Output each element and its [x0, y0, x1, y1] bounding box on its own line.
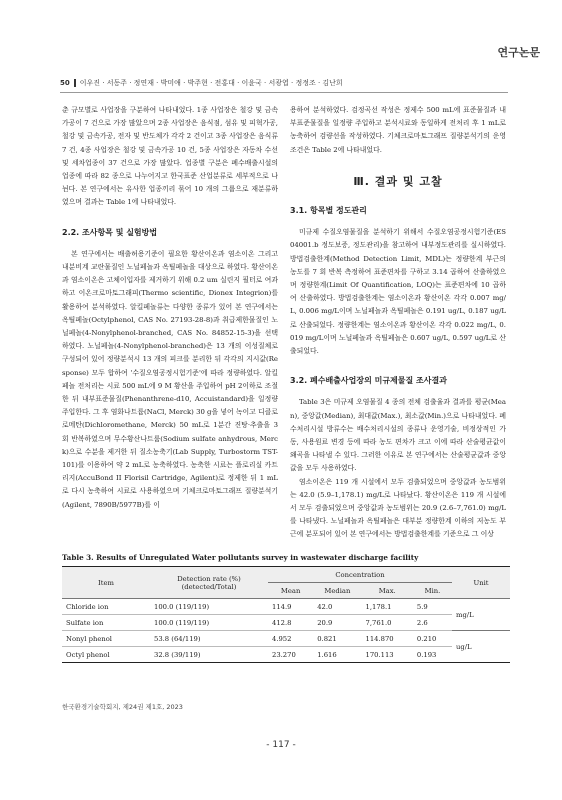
cell-median: 20.9	[313, 615, 361, 631]
table-row	[62, 647, 510, 663]
header-rule	[60, 92, 508, 93]
left-column	[62, 104, 278, 512]
cell-detection: 32.8 (39/119)	[150, 647, 268, 663]
header-separator	[74, 79, 76, 87]
th-max: Max.	[362, 583, 413, 599]
th-item: Item	[62, 567, 150, 599]
cell-median: 42.0	[313, 599, 361, 615]
cell-min: 2.6	[413, 615, 452, 631]
paragraph: 미규제 수질오염물질을 분석하기 위해서 수질오염공정시험기준(ES 04001.b 정도보증, 정도관리)을 참고하여 내부정도관리를 실시하였다. 방법검출한계(Method Detection Limit, MDL)는 정량한계 부근의 농도를 7 회 반복 측정하여 표준편차를 구하고 3.14 곱하여 산출하였으며 정량한계(Limit Of Quantification, LOQ)는 표준편차에 10 곱하여 산출하였다. 방법검출한계는 염소이온과 황산이온 각각 0.007 mg/L, 0.006 mg/L이며 노닐페놀과 옥틸페놀은 0.191 ug/L, 0.187 ug/L로 산출되었다. 정량한계는 염소이온과 황산이온 각각 0.022 mg/L, 0.019 mg/L이며 노닐페놀과 옥틸페놀은 0.607 ug/L, 0.597 ug/L로 산출되었다.	[290, 228, 506, 356]
cell-min: 0.193	[413, 647, 452, 663]
cell-max: 1,178.1	[362, 599, 413, 615]
cell-mean: 4.952	[268, 631, 313, 647]
header-authors: 이우진 · 서동주 · 정연재 · 박미애 · 박주현 · 전홍대 · 이윤국 · 서광엽 · 정정조 · 김난희	[79, 79, 343, 87]
header-page-number: 50	[60, 79, 70, 87]
th-detection-sub: (detected/Total)	[181, 582, 237, 591]
cell-min: 0.210	[413, 631, 452, 647]
cell-item: Sulfate ion	[62, 615, 150, 631]
paragraph: 춘 규모별로 사업장을 구분하여 나타내었다. 1종 사업장은 철강 및 금속 가공이 7 건으로 가장 많았으며 2종 사업장은 음식점, 섬유 및 피혁가공, 철강 및 금속가공, 전자 및 반도체가 각각 2 건이고 3종 사업장은 음식류 7 건, 4종 사업장은 철강 및 금속가공 10 건, 5종 사업장은 자동차 수선 및 세차업종이 37 건으로 가장 많았다. 업종별 구분은 폐수배출시설의 업종에 따라 82 종으로 나누어지고 한국표준 산업분류로 세부적으로 나뉜다. 본 연구에서는 유사한 업종끼리 묶어 10 개의 그룹으로 재분류하였으며 결과는 Table 1에 나타내었다.	[62, 106, 278, 207]
paragraph: Table 3은 미규제 오염물질 4 종의 전체 검출율과 결과를 평균(Mean), 중앙값(Median), 최대값(Max.), 최소값(Min.)으로 나타내었다. 폐수처리시설 방류수는 배수처리시설의 종류나 운영기술, 비정상적인 가동, 사용원료 변경 등에 따라 농도 편차가 크고 이에 따라 산술평균값이 왜곡을 나타낼 수 있다. 그러한 이유로 본 연구에서는 산술평균값과 중앙값을 모두 사용하였다.	[290, 398, 506, 473]
cell-item: Octyl phenol	[62, 647, 150, 663]
page-number: - 117 -	[266, 740, 296, 750]
th-min: Min.	[413, 583, 452, 599]
cell-detection: 100.0 (119/119)	[150, 599, 268, 615]
table-row	[62, 631, 510, 647]
cell-detection: 100.0 (119/119)	[150, 615, 268, 631]
cell-median: 0.821	[313, 631, 361, 647]
chapter-heading-3: Ⅲ. 결과 및 고찰	[353, 174, 443, 188]
section-heading-3-1: 3.1. 항목별 정도관리	[290, 206, 367, 216]
section-heading-2-2: 2.2. 조사항목 및 실험방법	[62, 227, 158, 237]
right-column	[290, 104, 506, 542]
cell-item: Chloride ion	[62, 599, 150, 615]
cell-mean: 412.8	[268, 615, 313, 631]
cell-unit-phenols: ug/L	[452, 631, 510, 663]
th-unit: Unit	[452, 567, 510, 599]
th-median: Median	[313, 583, 361, 599]
cell-min: 5.9	[413, 599, 452, 615]
journal-footer: 한국환경기술학회지, 제24권 제1호, 2023	[62, 703, 183, 711]
th-detection-label: Detection rate (%)	[177, 574, 241, 583]
results-table	[62, 566, 510, 663]
section-label: 연구논문	[497, 46, 540, 59]
cell-max: 114.870	[362, 631, 413, 647]
paragraph: 본 연구에서는 배출허용기준이 필요한 황산이온과 염소이온 그리고 내분비계 교란물질인 노닐페놀과 옥틸페놀을 대상으로 하였다. 황산이온과 염소이온은 고체이입자를 제거하기 위해 0.2 um 실린지 필터로 여과하고 이온크로마토그래피(Thermo scientific, Dionex Integrion)를 활용하여 분석하였다. 알킬페놀류는 다양한 종류가 있어 본 연구에서는 옥틸페놀(Octylphenol, CAS No. 27193-28-8)과 취급제한물질인 노닐페놀(4-Nonylphenol-branched, CAS No. 84852-15-3)을 선택하였다. 노닐페놀(4-Nonylphenol-branched)은 13 개의 이성질체로 구성되어 있어 정량분석시 13 개의 피크를 분리한 뒤 각각의 지시값(Response) 모두 합하여 '수질오염공정시험기준'에 따라 정량하였다. 알킬페놀 전처리는 시료 500 mL에 9 M 황산을 주입하여 pH 2이하로 조절한 뒤 내부표준물질(Phenanthrene-d10, Accuistandard)을 일정량 주입한다. 그 후 염화나트륨(NaCl, Merck) 30 g을 넣어 녹이고 디클로로메탄(Dichloromethane, Merck) 50 mL로 1분간 진탕·추출을 3 회 반복하였으며 무수황산나트륨(Sodium sulfate anhydrous, Merck)으로 수분을 제거한 뒤 질소농축기(Lab Supply, Turbostorm TST-101)를 이용하여 약 2 mL로 농축하였다. 농축한 시료는 플로리실 카트리지(AccuBond II Florisil Cartridge, Agilent)로 정제한 뒤 1 mL로 다시 농축하여 시료로 사용하였으며 기체크로마토그래프 질량분석기(Agilent, 7890B/5977B)를 이	[62, 249, 278, 509]
cell-item: Nonyl phenol	[62, 631, 150, 647]
th-concentration: Concentration	[268, 567, 452, 583]
paragraph: 용하여 분석하였다. 검정곡선 작성은 정제수 500 mL에 표준물질과 내부표준물질을 일정량 주입하고 분석시료와 동일하게 전처리 후 1 mL로 농축하여 검량선을 작성하였다. 기체크로마토그래프 질량분석기의 운영조건은 Table 2에 나타내었다.	[290, 106, 506, 154]
cell-mean: 23.270	[268, 647, 313, 663]
cell-unit-ions: mg/L	[452, 599, 510, 631]
running-header	[60, 78, 508, 92]
cell-detection: 53.8 (64/119)	[150, 631, 268, 647]
cell-max: 7,761.0	[362, 615, 413, 631]
table-row	[62, 599, 510, 615]
cell-median: 1.616	[313, 647, 361, 663]
paragraph: 염소이온은 119 개 시설에서 모두 검출되었으며 중앙값과 농도범위는 42.0 (5.9–1,178.1) mg/L로 나타났다. 황산이온은 119 개 시설에서 모두 검출되었으며 중앙값과 농도범위는 20.9 (2.6–7,761.0) mg/L를 나타냈다. 노닐페놀과 옥틸페놀은 대부분 정량한계 이하의 저농도 부근에 분포되어 있어 본 연구에서는 방법검출한계를 기준으로 그 이상	[290, 477, 506, 539]
th-detection	[150, 567, 268, 599]
top-scan-band	[0, 0, 562, 38]
table-row	[62, 615, 510, 631]
th-mean: Mean	[268, 583, 313, 599]
cell-max: 170.113	[362, 647, 413, 663]
cell-mean: 114.9	[268, 599, 313, 615]
section-heading-3-2: 3.2. 폐수배출사업장의 미규제물질 조사결과	[290, 376, 447, 386]
table-caption: Table 3. Results of Unregulated Water pollutants survey in wastewater discharge facility	[62, 553, 419, 562]
